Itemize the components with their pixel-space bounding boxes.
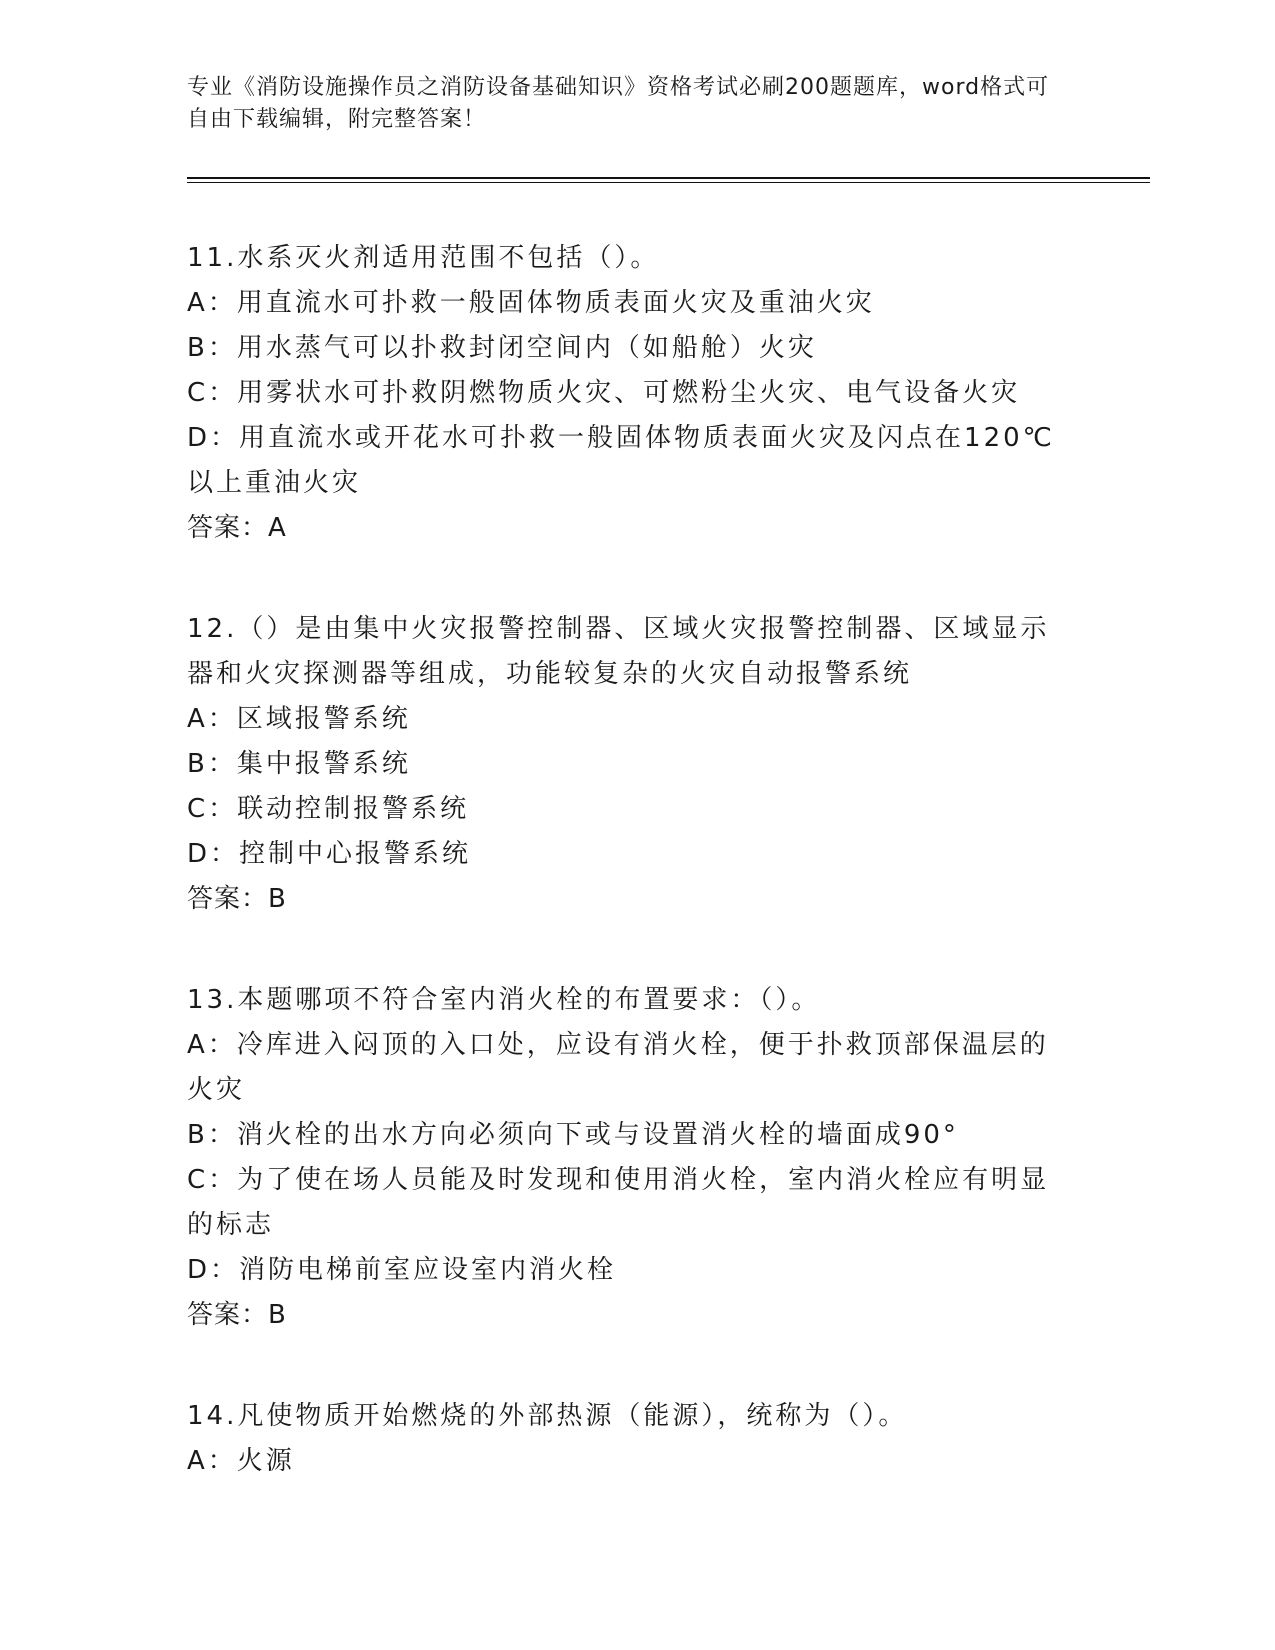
question-text: 14.凡使物质开始燃烧的外部热源（能源），统称为（）。	[187, 1401, 908, 1431]
answer-line: 答案：B	[187, 1300, 287, 1330]
option-d: D：用直流水或开花水可扑救一般固体物质表面火灾及闪点在120℃以上重油火灾	[187, 423, 1055, 498]
option-c: C：用雾状水可扑救阴燃物质火灾、可燃粉尘火灾、电气设备火灾	[187, 378, 1021, 408]
header-divider-thin	[187, 182, 1150, 183]
question-list	[187, 236, 1067, 1540]
header-divider-thick	[187, 177, 1150, 179]
question-text: 13.本题哪项不符合室内消火栓的布置要求：（）。	[187, 985, 821, 1015]
question-14	[187, 1394, 1067, 1484]
option-a: A：火源	[187, 1446, 295, 1476]
answer-line: 答案：A	[187, 513, 287, 543]
option-b: B：集中报警系统	[187, 749, 411, 779]
option-b: B：用水蒸气可以扑救封闭空间内（如船舱）火灾	[187, 333, 817, 363]
option-a: A：用直流水可扑救一般固体物质表面火灾及重油火灾	[187, 288, 875, 318]
option-c: C：联动控制报警系统	[187, 794, 470, 824]
option-d: D：消防电梯前室应设室内消火栓	[187, 1255, 617, 1285]
question-13	[187, 978, 1067, 1338]
question-text: 12.（）是由集中火灾报警控制器、区域火灾报警控制器、区域显示器和火灾探测器等组成，功能较复杂的火灾自动报警系统	[187, 614, 1050, 689]
document-header: 专业《消防设施操作员之消防设备基础知识》资格考试必刷200题题库，word格式可自由下载编辑，附完整答案！	[187, 75, 1050, 132]
option-b: B：消火栓的出水方向必须向下或与设置消火栓的墙面成90°	[187, 1120, 959, 1150]
option-a: A：区域报警系统	[187, 704, 411, 734]
option-c: C：为了使在场人员能及时发现和使用消火栓，室内消火栓应有明显的标志	[187, 1165, 1050, 1240]
answer-line: 答案：B	[187, 884, 287, 914]
question-12	[187, 607, 1067, 922]
option-d: D：控制中心报警系统	[187, 839, 472, 869]
question-text: 11.水系灭火剂适用范围不包括（）。	[187, 243, 660, 273]
question-11	[187, 236, 1067, 551]
option-a: A：冷库进入闷顶的入口处，应设有消火栓，便于扑救顶部保温层的火灾	[187, 1030, 1049, 1105]
